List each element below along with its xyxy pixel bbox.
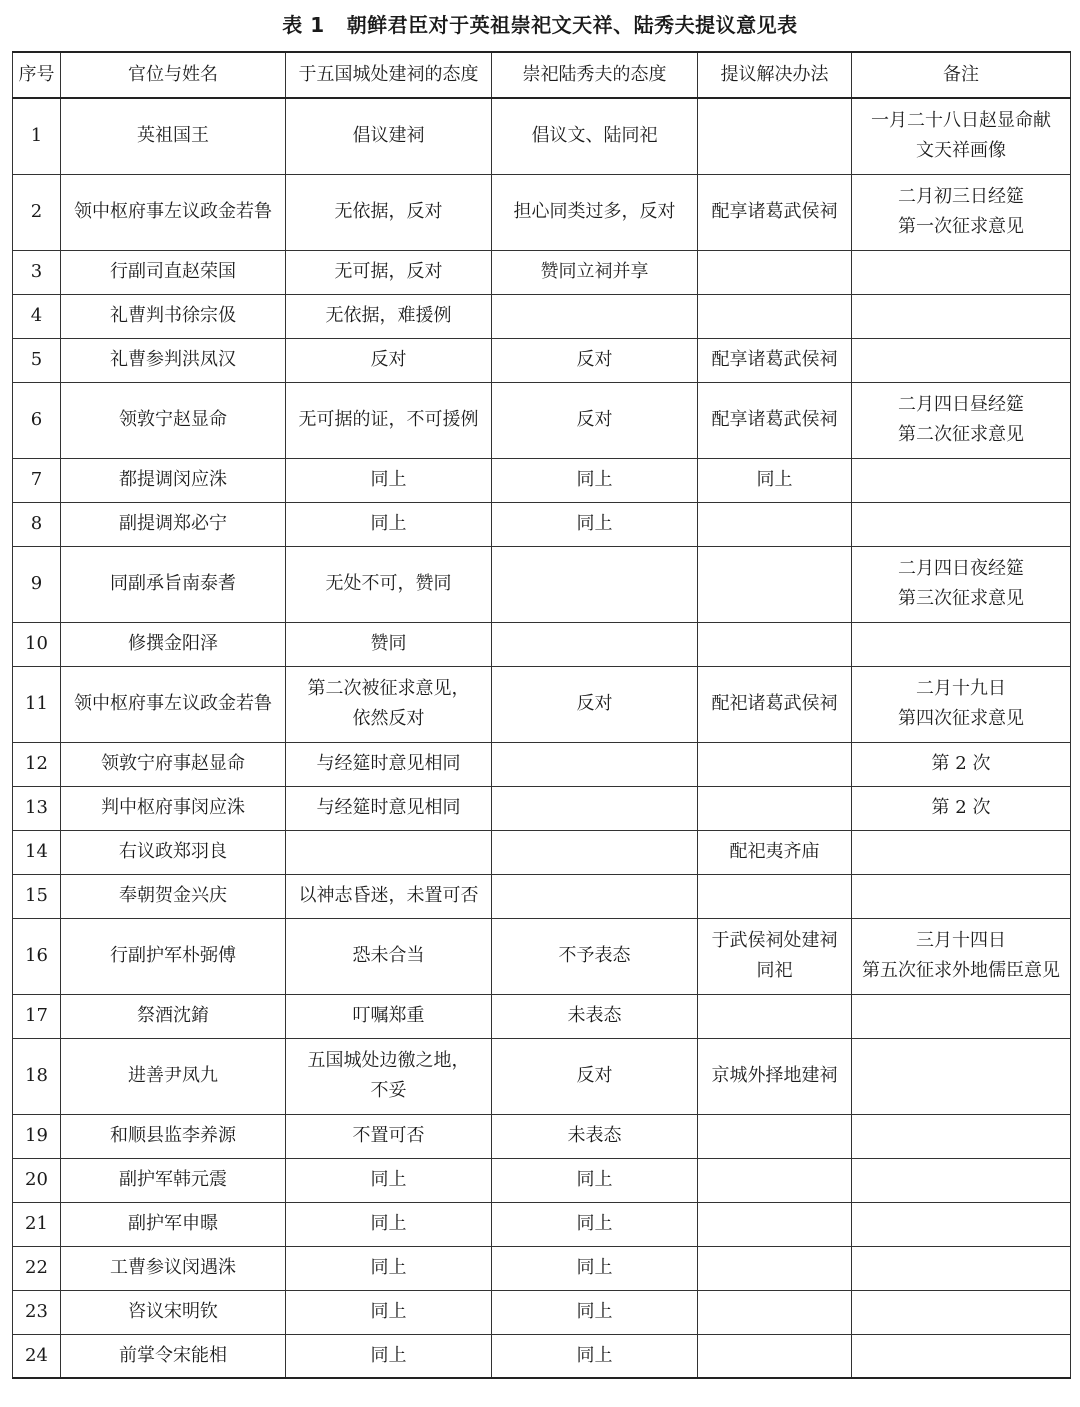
name-cell bbox=[61, 1334, 286, 1378]
name-cell-text: 行副司直赵荣国 bbox=[110, 261, 236, 282]
name-cell-text: 礼曹参判洪凤汉 bbox=[110, 349, 236, 370]
table-row bbox=[13, 1114, 1071, 1158]
seq-cell-text: 7 bbox=[30, 469, 43, 490]
seq-cell-text: 20 bbox=[25, 1169, 48, 1190]
name-cell bbox=[61, 918, 286, 994]
seq-cell-text: 19 bbox=[25, 1125, 48, 1146]
shrine-attitude-cell bbox=[286, 338, 492, 382]
proposal-cell bbox=[698, 1114, 852, 1158]
note-cell bbox=[852, 786, 1071, 830]
proposal-cell bbox=[698, 1246, 852, 1290]
header-lu-attitude: 崇祀陆秀夫的态度 bbox=[492, 52, 698, 98]
seq-cell-text: 11 bbox=[25, 693, 48, 714]
name-cell bbox=[61, 994, 286, 1038]
proposal-cell-text: 于武侯祠处建祠 同祀 bbox=[711, 930, 838, 981]
table-row bbox=[13, 830, 1071, 874]
lu-attitude-cell bbox=[492, 786, 698, 830]
shrine-attitude-cell-text: 赞同 bbox=[370, 633, 407, 654]
name-cell-text: 前掌令宋能相 bbox=[119, 1344, 227, 1366]
name-cell bbox=[61, 250, 286, 294]
shrine-attitude-cell-text: 无可据的证，不可援例 bbox=[298, 409, 479, 430]
lu-attitude-cell bbox=[492, 994, 698, 1038]
note-cell-text: 第 2 次 bbox=[931, 797, 991, 818]
header-row bbox=[13, 52, 1071, 98]
lu-attitude-cell-text: 同上 bbox=[576, 1213, 613, 1234]
name-cell-text: 和顺县监李养源 bbox=[110, 1125, 236, 1146]
lu-attitude-cell-text: 不予表态 bbox=[558, 945, 631, 966]
lu-attitude-cell bbox=[492, 1290, 698, 1334]
note-cell bbox=[852, 1114, 1071, 1158]
seq-cell bbox=[13, 98, 61, 174]
lu-attitude-cell-text: 反对 bbox=[576, 1065, 613, 1086]
lu-attitude-cell-text: 担心同类过多，反对 bbox=[513, 201, 676, 222]
name-cell bbox=[61, 830, 286, 874]
shrine-attitude-cell-text: 无依据，难援例 bbox=[325, 305, 452, 326]
note-cell bbox=[852, 874, 1071, 918]
name-cell bbox=[61, 98, 286, 174]
seq-cell-text: 5 bbox=[30, 349, 43, 370]
note-cell bbox=[852, 830, 1071, 874]
table-row bbox=[13, 786, 1071, 830]
proposal-cell bbox=[698, 458, 852, 502]
proposal-cell bbox=[698, 1202, 852, 1246]
seq-cell-text: 1 bbox=[30, 125, 43, 147]
seq-cell-text: 16 bbox=[25, 945, 48, 966]
shrine-attitude-cell bbox=[286, 98, 492, 174]
name-cell-text: 副提调郑必宁 bbox=[119, 513, 227, 534]
note-cell-text: 二月初三日经筵 第一次征求意见 bbox=[898, 186, 1024, 237]
seq-cell bbox=[13, 458, 61, 502]
table-row bbox=[13, 742, 1071, 786]
seq-cell bbox=[13, 918, 61, 994]
proposal-cell bbox=[698, 994, 852, 1038]
proposal-cell bbox=[698, 546, 852, 622]
name-cell bbox=[61, 546, 286, 622]
table-caption: 朝鲜君臣对于英祖崇祀文天祥、陆秀夫提议意见表 bbox=[346, 13, 798, 37]
note-cell bbox=[852, 742, 1071, 786]
header-proposal: 提议解决办法 bbox=[698, 52, 852, 98]
shrine-attitude-cell bbox=[286, 1202, 492, 1246]
proposal-cell bbox=[698, 918, 852, 994]
seq-cell bbox=[13, 382, 61, 458]
name-cell bbox=[61, 742, 286, 786]
shrine-attitude-cell-text: 同上 bbox=[370, 1301, 407, 1322]
table-row bbox=[13, 546, 1071, 622]
name-cell-text: 祭酒沈錥 bbox=[137, 1005, 209, 1026]
name-cell bbox=[61, 666, 286, 742]
table-row bbox=[13, 250, 1071, 294]
seq-cell-text: 24 bbox=[25, 1344, 48, 1366]
seq-cell-text: 22 bbox=[25, 1257, 48, 1278]
shrine-attitude-cell bbox=[286, 1290, 492, 1334]
lu-attitude-cell bbox=[492, 666, 698, 742]
shrine-attitude-cell-text: 同上 bbox=[370, 1169, 407, 1190]
table-title bbox=[0, 10, 1080, 40]
note-cell bbox=[852, 458, 1071, 502]
shrine-attitude-cell-text: 与经筵时意见相同 bbox=[316, 797, 461, 818]
shrine-attitude-cell bbox=[286, 458, 492, 502]
name-cell-text: 工曹参议闵遇洙 bbox=[110, 1257, 236, 1278]
lu-attitude-cell bbox=[492, 874, 698, 918]
name-cell bbox=[61, 1114, 286, 1158]
header-seq: 序号 bbox=[13, 52, 61, 98]
name-cell-text: 行副护军朴弼傅 bbox=[110, 945, 236, 966]
shrine-attitude-cell bbox=[286, 666, 492, 742]
proposal-cell bbox=[698, 98, 852, 174]
note-cell-text: 二月十九日 第四次征求意见 bbox=[898, 678, 1024, 729]
name-cell bbox=[61, 874, 286, 918]
seq-cell-text: 17 bbox=[25, 1005, 48, 1026]
name-cell-text: 同副承旨南泰耆 bbox=[110, 573, 236, 594]
shrine-attitude-cell-text: 同上 bbox=[370, 513, 407, 534]
note-cell-text: 三月十四日 第五次征求外地儒臣意见 bbox=[862, 930, 1060, 981]
shrine-attitude-cell-text: 同上 bbox=[370, 1344, 407, 1366]
seq-cell bbox=[13, 1290, 61, 1334]
proposal-cell bbox=[698, 1334, 852, 1378]
seq-cell-text: 8 bbox=[30, 513, 43, 534]
lu-attitude-cell-text: 反对 bbox=[576, 409, 613, 430]
name-cell bbox=[61, 338, 286, 382]
seq-cell bbox=[13, 1246, 61, 1290]
shrine-attitude-cell-text: 五国城处边徼之地， 不妥 bbox=[307, 1050, 470, 1101]
name-cell-text: 副护军申暻 bbox=[128, 1213, 218, 1234]
proposal-cell bbox=[698, 786, 852, 830]
lu-attitude-cell bbox=[492, 458, 698, 502]
seq-cell-text: 3 bbox=[30, 261, 43, 282]
shrine-attitude-cell bbox=[286, 994, 492, 1038]
seq-cell-text: 9 bbox=[30, 573, 43, 594]
name-cell bbox=[61, 1158, 286, 1202]
note-cell bbox=[852, 1334, 1071, 1378]
shrine-attitude-cell bbox=[286, 1114, 492, 1158]
shrine-attitude-cell bbox=[286, 1038, 492, 1114]
lu-attitude-cell bbox=[492, 622, 698, 666]
proposal-cell bbox=[698, 382, 852, 458]
note-cell-text: 二月四日昼经筵 第二次征求意见 bbox=[898, 394, 1024, 445]
seq-cell bbox=[13, 1158, 61, 1202]
lu-attitude-cell bbox=[492, 1038, 698, 1114]
shrine-attitude-cell bbox=[286, 502, 492, 546]
lu-attitude-cell bbox=[492, 1114, 698, 1158]
name-cell bbox=[61, 294, 286, 338]
proposal-cell bbox=[698, 250, 852, 294]
note-cell bbox=[852, 382, 1071, 458]
shrine-attitude-cell-text: 同上 bbox=[370, 469, 407, 490]
shrine-attitude-cell-text: 第二次被征求意见， 依然反对 bbox=[307, 678, 470, 729]
name-cell-text: 奉朝贺金兴庆 bbox=[119, 885, 227, 906]
note-cell-text: 二月四日夜经筵 第三次征求意见 bbox=[898, 558, 1024, 609]
name-cell bbox=[61, 786, 286, 830]
note-cell bbox=[852, 1290, 1071, 1334]
lu-attitude-cell bbox=[492, 250, 698, 294]
table-row bbox=[13, 1246, 1071, 1290]
lu-attitude-cell bbox=[492, 502, 698, 546]
lu-attitude-cell bbox=[492, 1158, 698, 1202]
name-cell bbox=[61, 1246, 286, 1290]
table-body bbox=[13, 98, 1071, 1378]
proposal-cell bbox=[698, 502, 852, 546]
lu-attitude-cell bbox=[492, 830, 698, 874]
seq-cell-text: 6 bbox=[30, 409, 43, 430]
shrine-attitude-cell-text: 不置可否 bbox=[352, 1125, 425, 1146]
shrine-attitude-cell-text: 倡议建祠 bbox=[352, 125, 425, 147]
seq-cell bbox=[13, 502, 61, 546]
lu-attitude-cell-text: 未表态 bbox=[567, 1005, 622, 1026]
table-row bbox=[13, 1158, 1071, 1202]
shrine-attitude-cell-text: 恐未合当 bbox=[352, 945, 425, 966]
seq-cell-text: 2 bbox=[30, 201, 43, 222]
table-row bbox=[13, 1290, 1071, 1334]
name-cell-text: 领敦宁赵显命 bbox=[119, 409, 227, 430]
table-row bbox=[13, 458, 1071, 502]
name-cell bbox=[61, 1290, 286, 1334]
note-cell-text: 第 2 次 bbox=[931, 753, 991, 774]
note-cell bbox=[852, 98, 1071, 174]
shrine-attitude-cell bbox=[286, 174, 492, 250]
seq-cell bbox=[13, 1038, 61, 1114]
seq-cell bbox=[13, 742, 61, 786]
shrine-attitude-cell bbox=[286, 382, 492, 458]
seq-cell bbox=[13, 1334, 61, 1378]
seq-cell bbox=[13, 250, 61, 294]
name-cell-text: 修撰金阳泽 bbox=[128, 633, 218, 654]
shrine-attitude-cell bbox=[286, 1246, 492, 1290]
shrine-attitude-cell-text: 同上 bbox=[370, 1257, 407, 1278]
note-cell bbox=[852, 1038, 1071, 1114]
shrine-attitude-cell bbox=[286, 830, 492, 874]
lu-attitude-cell-text: 同上 bbox=[576, 1301, 613, 1322]
shrine-attitude-cell bbox=[286, 294, 492, 338]
table-number: 表 1 bbox=[282, 13, 325, 37]
lu-attitude-cell bbox=[492, 174, 698, 250]
shrine-attitude-cell-text: 无处不可，赞同 bbox=[325, 573, 452, 594]
seq-cell bbox=[13, 338, 61, 382]
lu-attitude-cell-text: 同上 bbox=[576, 1344, 613, 1366]
note-cell bbox=[852, 918, 1071, 994]
table-row bbox=[13, 174, 1071, 250]
table-row bbox=[13, 874, 1071, 918]
seq-cell bbox=[13, 830, 61, 874]
shrine-attitude-cell-text: 反对 bbox=[370, 349, 407, 370]
name-cell-text: 礼曹判书徐宗伋 bbox=[110, 305, 236, 326]
name-cell bbox=[61, 1038, 286, 1114]
seq-cell-text: 18 bbox=[25, 1065, 48, 1086]
proposal-cell bbox=[698, 666, 852, 742]
table-row bbox=[13, 294, 1071, 338]
lu-attitude-cell-text: 未表态 bbox=[567, 1125, 622, 1146]
seq-cell bbox=[13, 786, 61, 830]
lu-attitude-cell-text: 同上 bbox=[576, 1169, 613, 1190]
note-cell bbox=[852, 338, 1071, 382]
seq-cell-text: 4 bbox=[30, 305, 43, 326]
seq-cell-text: 12 bbox=[25, 753, 48, 774]
seq-cell-text: 13 bbox=[25, 797, 48, 818]
shrine-attitude-cell bbox=[286, 742, 492, 786]
lu-attitude-cell bbox=[492, 1334, 698, 1378]
name-cell bbox=[61, 174, 286, 250]
shrine-attitude-cell bbox=[286, 1158, 492, 1202]
proposal-cell bbox=[698, 830, 852, 874]
proposal-cell bbox=[698, 174, 852, 250]
proposal-cell-text: 配祀诸葛武侯祠 bbox=[711, 693, 838, 714]
note-cell bbox=[852, 1158, 1071, 1202]
note-cell bbox=[852, 994, 1071, 1038]
lu-attitude-cell-text: 反对 bbox=[576, 693, 613, 714]
name-cell bbox=[61, 458, 286, 502]
table-row bbox=[13, 918, 1071, 994]
table-row bbox=[13, 666, 1071, 742]
table-row bbox=[13, 1038, 1071, 1114]
header-shrine-attitude: 于五国城处建祠的态度 bbox=[286, 52, 492, 98]
proposal-cell bbox=[698, 1290, 852, 1334]
lu-attitude-cell-text: 同上 bbox=[576, 513, 613, 534]
proposal-cell bbox=[698, 1038, 852, 1114]
shrine-attitude-cell bbox=[286, 250, 492, 294]
proposal-cell-text: 配享诸葛武侯祠 bbox=[711, 349, 838, 370]
seq-cell bbox=[13, 294, 61, 338]
proposal-cell-text: 京城外择地建祠 bbox=[711, 1065, 838, 1086]
lu-attitude-cell bbox=[492, 338, 698, 382]
shrine-attitude-cell bbox=[286, 546, 492, 622]
shrine-attitude-cell bbox=[286, 1334, 492, 1378]
table-row bbox=[13, 994, 1071, 1038]
name-cell-text: 右议政郑羽良 bbox=[119, 841, 227, 862]
shrine-attitude-cell-text: 无可据，反对 bbox=[334, 261, 443, 282]
proposal-cell-text: 同上 bbox=[756, 469, 793, 490]
note-cell bbox=[852, 546, 1071, 622]
note-cell bbox=[852, 174, 1071, 250]
seq-cell bbox=[13, 622, 61, 666]
proposal-cell bbox=[698, 742, 852, 786]
table-row bbox=[13, 1334, 1071, 1378]
note-cell bbox=[852, 622, 1071, 666]
seq-cell bbox=[13, 1202, 61, 1246]
name-cell-text: 副护军韩元震 bbox=[119, 1169, 227, 1190]
seq-cell bbox=[13, 1114, 61, 1158]
shrine-attitude-cell-text: 同上 bbox=[370, 1213, 407, 1234]
opinion-table bbox=[12, 51, 1071, 1379]
lu-attitude-cell bbox=[492, 918, 698, 994]
name-cell-text: 领敦宁府事赵显命 bbox=[101, 753, 245, 774]
note-cell-text: 一月二十八日赵显命献 文天祥画像 bbox=[871, 110, 1051, 162]
shrine-attitude-cell bbox=[286, 786, 492, 830]
lu-attitude-cell bbox=[492, 1202, 698, 1246]
proposal-cell bbox=[698, 294, 852, 338]
proposal-cell-text: 配祀夷齐庙 bbox=[729, 841, 820, 862]
name-cell-text: 英祖国王 bbox=[137, 125, 209, 147]
header-note: 备注 bbox=[852, 52, 1071, 98]
lu-attitude-cell-text: 反对 bbox=[576, 349, 613, 370]
seq-cell bbox=[13, 174, 61, 250]
shrine-attitude-cell-text: 叮嘱郑重 bbox=[352, 1005, 425, 1026]
lu-attitude-cell bbox=[492, 294, 698, 338]
proposal-cell bbox=[698, 1158, 852, 1202]
note-cell bbox=[852, 502, 1071, 546]
shrine-attitude-cell bbox=[286, 874, 492, 918]
name-cell-text: 进善尹凤九 bbox=[128, 1065, 218, 1086]
shrine-attitude-cell-text: 无依据，反对 bbox=[334, 201, 443, 222]
shrine-attitude-cell bbox=[286, 622, 492, 666]
lu-attitude-cell bbox=[492, 546, 698, 622]
note-cell bbox=[852, 1246, 1071, 1290]
proposal-cell bbox=[698, 338, 852, 382]
name-cell bbox=[61, 502, 286, 546]
lu-attitude-cell bbox=[492, 1246, 698, 1290]
seq-cell-text: 10 bbox=[25, 633, 48, 654]
name-cell-text: 领中枢府事左议政金若鲁 bbox=[74, 693, 272, 714]
proposal-cell-text: 配享诸葛武侯祠 bbox=[711, 409, 838, 430]
proposal-cell-text: 配享诸葛武侯祠 bbox=[711, 201, 838, 222]
shrine-attitude-cell-text: 以神志昏迷，未置可否 bbox=[298, 885, 479, 906]
table-row bbox=[13, 382, 1071, 458]
seq-cell-text: 14 bbox=[25, 841, 48, 862]
seq-cell bbox=[13, 546, 61, 622]
name-cell bbox=[61, 622, 286, 666]
seq-cell bbox=[13, 994, 61, 1038]
shrine-attitude-cell-text: 与经筵时意见相同 bbox=[316, 753, 461, 774]
name-cell bbox=[61, 382, 286, 458]
seq-cell-text: 15 bbox=[25, 885, 48, 906]
header-name: 官位与姓名 bbox=[61, 52, 286, 98]
lu-attitude-cell bbox=[492, 382, 698, 458]
seq-cell bbox=[13, 666, 61, 742]
name-cell-text: 领中枢府事左议政金若鲁 bbox=[74, 201, 272, 222]
name-cell-text: 判中枢府事闵应洙 bbox=[101, 797, 245, 818]
seq-cell-text: 21 bbox=[25, 1213, 48, 1234]
seq-cell-text: 23 bbox=[25, 1301, 48, 1322]
lu-attitude-cell-text: 赞同立祠并享 bbox=[540, 261, 649, 282]
table-row bbox=[13, 98, 1071, 174]
table-row bbox=[13, 338, 1071, 382]
name-cell bbox=[61, 1202, 286, 1246]
shrine-attitude-cell bbox=[286, 918, 492, 994]
proposal-cell bbox=[698, 874, 852, 918]
note-cell bbox=[852, 666, 1071, 742]
note-cell bbox=[852, 294, 1071, 338]
seq-cell bbox=[13, 874, 61, 918]
note-cell bbox=[852, 250, 1071, 294]
name-cell-text: 咨议宋明钦 bbox=[128, 1301, 218, 1322]
table-row bbox=[13, 502, 1071, 546]
lu-attitude-cell-text: 同上 bbox=[576, 469, 613, 490]
table-row bbox=[13, 622, 1071, 666]
table-row bbox=[13, 1202, 1071, 1246]
proposal-cell bbox=[698, 622, 852, 666]
note-cell bbox=[852, 1202, 1071, 1246]
lu-attitude-cell-text: 倡议文、陆同祀 bbox=[531, 125, 658, 147]
name-cell-text: 都提调闵应洙 bbox=[119, 469, 227, 490]
lu-attitude-cell bbox=[492, 742, 698, 786]
lu-attitude-cell-text: 同上 bbox=[576, 1257, 613, 1278]
lu-attitude-cell bbox=[492, 98, 698, 174]
